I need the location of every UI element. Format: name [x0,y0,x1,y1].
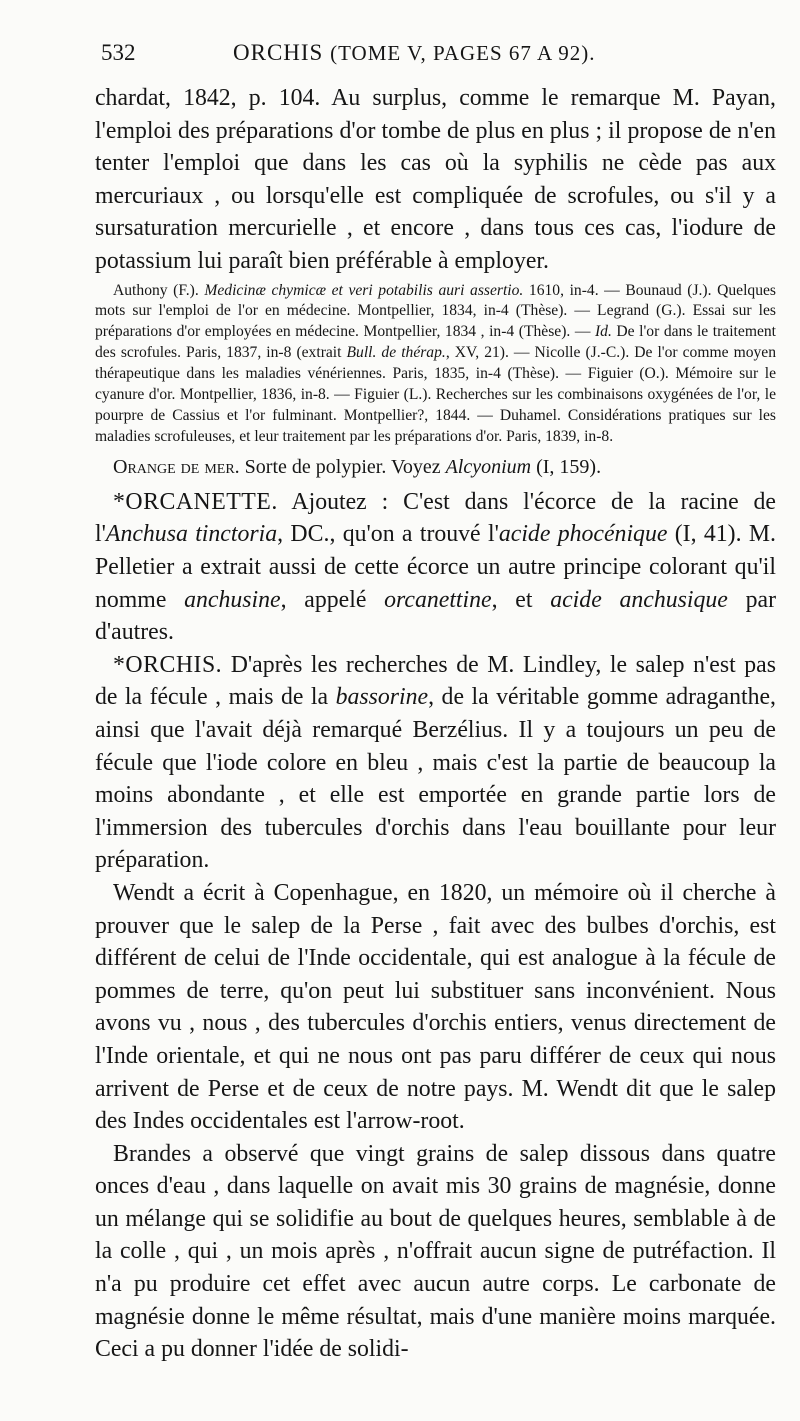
entry-text: , et [491,586,551,613]
entry-heading: *ORCHIS. [113,651,223,678]
entry-text: (I, 159). [531,455,602,478]
paragraph-wendt: Wendt a écrit à Copenhague, en 1820, un mémoire où il cherche à prouver que le salep de la Perse , fait avec des bulbes d'orchis, est différent de celui de l'Inde occidentale, qui est analogue à la fécule de pommes de terre, qu'on peut lui substituer sans inconvénient. Nous avons vu , nous , des tubercules d'orchis entiers, venus directement de l'Inde orientale, et qui ne nous ont pas paru différer de ceux qui nous arrivent de Perse et de ceux de notre pays. M. Wendt dit que le salep des Indes occidentales est l'arrow-root. [95,879,776,1135]
running-title-main: ORCHIS [233,40,324,65]
entry-italic: Anchusa tinctoria [105,521,278,548]
entry-italic: acide phocénique [498,521,668,548]
entry-italic: Alcyonium [445,455,532,478]
bibliography-italic: Id. [594,323,612,341]
entry-text: Ajoutez : C'est dans l'écorce de la racine de l' [95,488,776,548]
bibliography-text: , XV, 21). — Nicolle (J.-C.). De l'or comme moyen thérapeutique dans les maladies vénériennes. Paris, 1835, in-4 (Thèse). — Figuier (O.). Mémoire sur le cyanure d'or. Montpellier, 1836, in-8. — Figuier (L.). Recherches sur les combinaisons oxygénées de l'or, le pourpre de Cassius et l'or fulminant. Montpellier?, 1844. — Duhamel. Considérations pratiques sur les maladies scrofuleuses, et leur traitement par les préparations d'or. Paris, 1839, in-8. [95,344,777,445]
entry-text: , de la véritable gomme adraganthe, ainsi que l'avait déjà remarqué Berzélius. Il y a toujours un peu de fécule que l'iode colore en bleu , mais c'est la partie de beaucoup la moins abondante , et elle est emportée en grande partie lors de l'immersion des tubercules d'orchis dans l'eau bouillante pour leur préparation. [95,684,776,874]
entry-text: par d'autres. [95,586,776,646]
bibliography-italic: Bull. de thérap. [346,344,446,362]
entry-text: , appelé [280,586,385,613]
entry-heading: Orange de mer. [113,455,240,478]
entry-text: , DC., qu'on a trouvé l' [277,521,499,548]
entry-text: (I, 41). M. Pelletier a extrait aussi de cette écorce un autre principe colorant qu'il nomme [95,521,776,613]
entry-italic: acide anchusique [550,586,728,613]
bibliography [95,281,776,448]
paragraph-continued: chardat, 1842, p. 104. Au surplus, comme le remarque M. Payan, l'emploi des préparations d'or tombe de plus en plus ; il propose de n'en tenter l'emploi que dans les cas où la syphilis ne cède pas aux mercuriaux , ou lorsqu'elle est compliquée de scrofules, ou s'il y a sursaturation mercurielle , et encore , dans tous ces cas, l'iodure de potassium lui paraît bien préférable à employer. [95,85,776,274]
entry-text: Sorte de polypier. Voyez [239,455,446,478]
page-number: 532 [101,40,136,65]
bibliography-text: 1610, in-4. — Bounaud (J.). Quelques mots sur l'emploi de l'or en médecine. Montpellier, 1834, in-4 (Thèse). — Legrand (G.). Essai sur les préparations d'or employées en médecine. Montpellier, 1834 , in-4 (Thèse). — [95,281,776,341]
entry-orcanette [95,486,776,649]
entry-orchis [95,649,776,877]
entry-orange-de-mer [95,454,776,480]
entry-text: D'après les recherches de M. Lindley, le salep n'est pas de la fécule , mais de la [95,651,776,711]
running-header [95,36,776,82]
bibliography-text: De l'or dans le traitement des scrofules. Paris, 1837, in-8 (extrait [95,323,776,362]
entry-heading: *ORCANETTE. [113,488,278,515]
entry-italic: anchusine [184,586,281,613]
paragraph-brandes: Brandes a observé que vingt grains de salep dissous dans quatre onces d'eau , dans laquelle on avait mis 30 grains de magnésie, donne un mélange qui se solidifie au bout de quelques heures, semblable à de la colle , qui , un mois après , n'offrait aucun signe de putréfaction. Il n'a pu produire cet effet avec aucun autre corps. Le carbonate de magnésie donne le même résultat, mais d'une manière moins marquée. Ceci a pu donner l'idée de solidi- [95,1140,776,1363]
entry-italic: bassorine [335,684,429,711]
bibliography-italic: Medicinæ chymicæ et veri potabilis auri assertio. [204,281,524,299]
page-body [95,82,776,1366]
running-title-sub: (TOME V, PAGES 67 A 92). [330,41,596,65]
entry-italic: orcanettine [384,586,492,613]
bibliography-text: Authony (F.). [113,281,205,299]
running-title [233,40,595,66]
